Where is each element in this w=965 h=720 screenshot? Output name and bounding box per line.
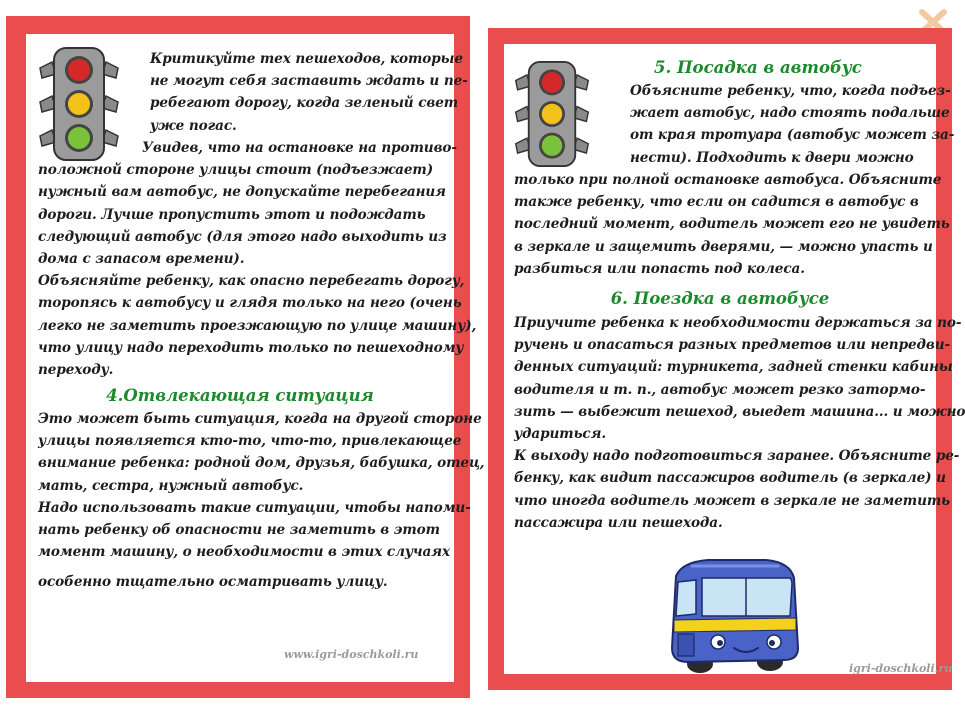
heading-5: 5. Посадка в автобус — [654, 58, 862, 77]
text-line: что иногда водитель может в зеркале не заметить — [514, 492, 951, 509]
text-line: водителя и т. п., автобус может резко затормо- — [514, 381, 926, 398]
text-line: К выходу надо подготовиться заранее. Объясните ре- — [514, 448, 960, 465]
text-line: ручень и опасаться разных предметов или непредви- — [514, 337, 951, 354]
bus-illustration — [662, 556, 804, 676]
text-line: внимание ребенка: родной дом, друзья, бабушка, отец, — [38, 455, 485, 472]
text-line: ребегают дорогу, когда зеленый свет — [150, 95, 459, 112]
text-line: нужный вам автобус, не допускайте перебегания — [38, 184, 446, 201]
text-line: Это может быть ситуация, когда на другой стороне — [38, 411, 482, 427]
text-line: в зеркале и защемить дверями, — можно упасть и — [514, 238, 933, 255]
text-line: Надо использовать такие ситуации, чтобы напоми- — [38, 499, 471, 516]
traffic-light-icon — [512, 56, 592, 172]
text-line: мать, сестра, нужный автобус. — [38, 477, 304, 494]
watermark: igri-doschkoli.ru — [849, 662, 953, 675]
text-line: уже погас. — [150, 117, 237, 134]
text-line: не могут себя заставить ждать и пе- — [150, 73, 468, 90]
left-intro-text — [150, 48, 468, 137]
watermark: www.igri-doschkoli.ru — [284, 648, 419, 661]
text-line: переходу. — [38, 362, 114, 379]
text-line: удариться. — [514, 426, 606, 443]
text-line: момент машину, о необходимости в этих случаях — [38, 544, 450, 561]
text-line: денных ситуаций: турникета, задней стенки кабины — [514, 359, 953, 376]
text-line: что улицу надо переходить только по пешеходному — [38, 339, 464, 356]
left-page — [26, 34, 485, 682]
text-line: жает автобус, надо стоять подальше — [630, 105, 950, 122]
text-line: бенку, как видит пассажиров водитель (в зеркале) и — [514, 470, 946, 487]
text-line: также ребенку, что если он садится в автобус в — [514, 194, 919, 211]
left-page-frame — [6, 16, 485, 698]
text-line: особенно тщательно осматривать улицу. — [38, 574, 388, 591]
text-line: только при полной остановке автобуса. Объясните — [514, 172, 942, 188]
text-line: нать ребенку об опасности не заметить в этот — [38, 522, 440, 539]
text-line: зить — выбежит пешеход, выедет машина... и можно — [514, 403, 965, 420]
text-line: улицы появляется кто-то, что-то, привлекающее — [38, 433, 462, 450]
left-para4 — [38, 408, 484, 594]
right-para2 — [514, 312, 965, 534]
text-line: торопясь к автобусу и глядя только на него (очень — [38, 295, 462, 312]
text-line: от края тротуара (автобус может за- — [630, 127, 955, 144]
text-line: положной стороне улицы стоит (подъезжает) — [38, 162, 434, 179]
text-line: следующий автобус (для этого надо выходить из — [38, 228, 447, 245]
text-line: легко не заметить проезжающую по улице машину), — [38, 317, 477, 334]
text-line: пассажира или пешехода. — [514, 514, 723, 531]
text-line: последний момент, водитель может его не увидеть — [514, 216, 950, 233]
text-line: разбиться или попасть под колеса. — [514, 260, 805, 277]
text-line: дома с запасом времени). — [38, 251, 245, 268]
text-line: Критикуйте тех пешеходов, которые — [150, 51, 463, 67]
left-para2 — [38, 137, 476, 381]
heading-6: 6. Поездка в автобусе — [610, 289, 830, 308]
heading-4: 4.Отвлекающая ситуация — [106, 386, 374, 405]
text-line: нести). Подходить к двери можно — [630, 149, 914, 166]
right-page — [504, 44, 965, 675]
text-line: Объясняйте ребенку, как опасно перебегать дорогу, — [38, 273, 465, 290]
text-line: дороги. Лучше пропустить этот и подождать — [38, 206, 426, 223]
text-line: Приучите ребенка к необходимости держаться за по- — [514, 315, 962, 331]
right-para1-bottom — [514, 169, 950, 280]
text-line: Увидев, что на остановке на противо- — [142, 140, 457, 156]
text-line: Объясните ребенку, что, когда подъез- — [630, 83, 951, 99]
right-para1-top — [630, 80, 954, 169]
right-page-frame — [488, 28, 965, 690]
